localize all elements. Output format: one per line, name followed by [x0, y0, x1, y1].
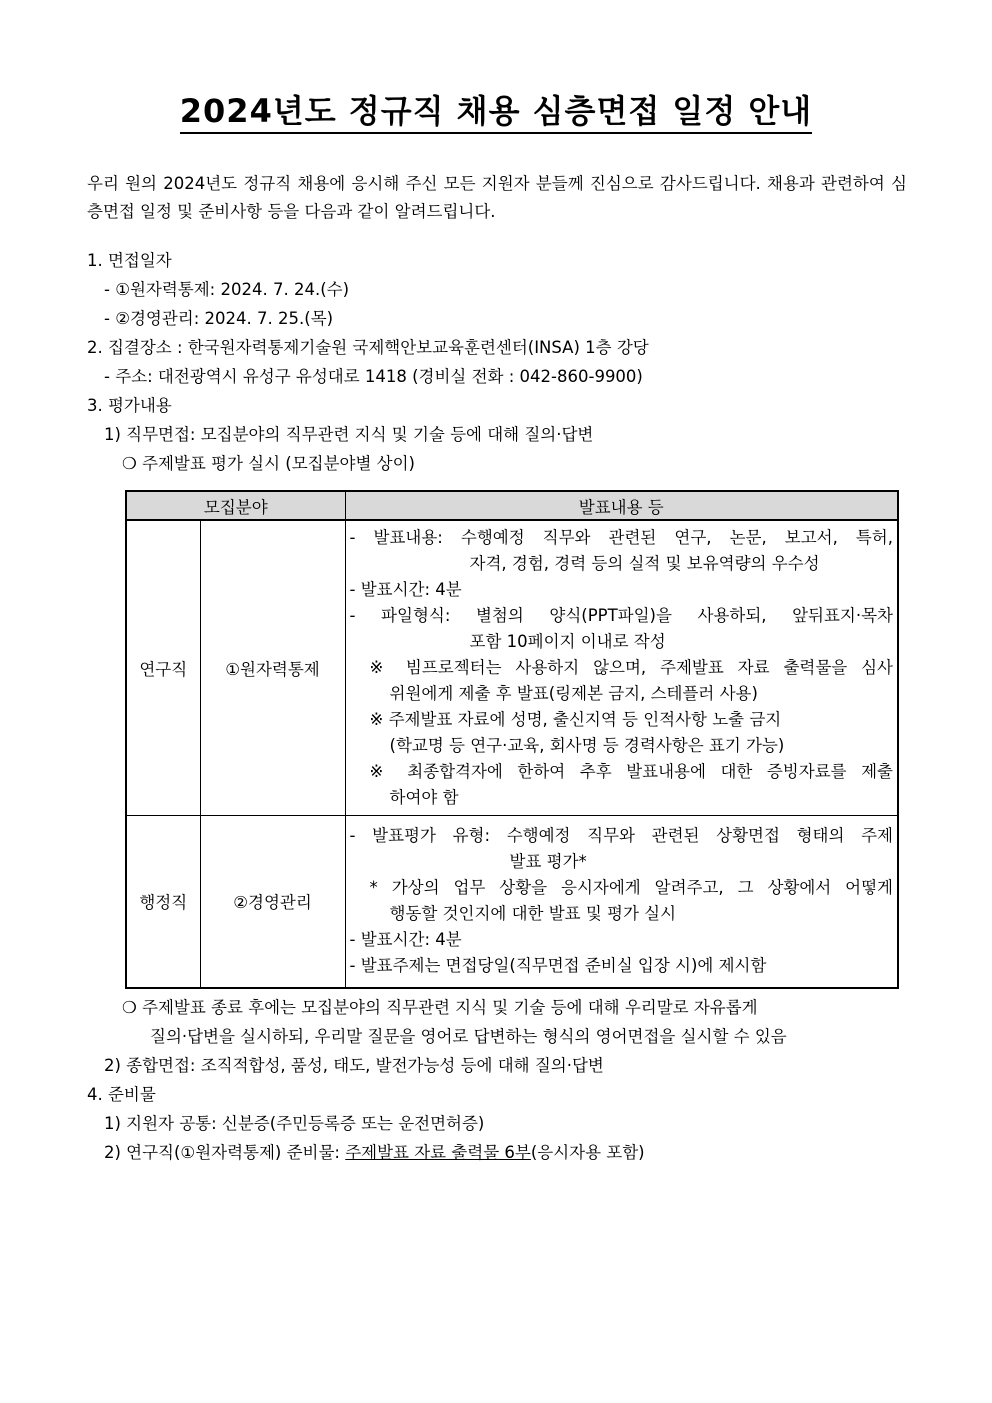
common-preparation: 1) 지원자 공통: 신분증(주민등록증 또는 운전면허증)	[104, 1114, 485, 1133]
row-category: 연구직	[126, 520, 200, 816]
comprehensive-interview-desc: 2) 종합면접: 조직적합성, 품성, 태도, 발전가능성 등에 대해 질의·답변	[104, 1056, 604, 1075]
table-row	[126, 520, 898, 816]
interview-date-1: - ①원자력통제: 2024. 7. 24.(수)	[104, 280, 350, 299]
row-category: 행정직	[126, 816, 200, 988]
content-line: - 발표내용: 수행예정 직무와 관련된 연구, 논문, 보고서, 특허,	[349, 528, 893, 547]
content-line: ※ 빔프로젝터는 사용하지 않으며, 주제발표 자료 출력물을 심사	[369, 658, 893, 677]
interview-date-2: - ②경영관리: 2024. 7. 25.(목)	[104, 309, 334, 328]
research-preparation-highlight: 주제발표 자료 출력물 6부	[345, 1143, 531, 1162]
content-line: 자격, 경험, 경력 등의 실적 및 보유역량의 우수성	[469, 554, 820, 573]
section-3-heading: 3. 평가내용	[87, 396, 172, 415]
content-line: 행동할 것인지에 대한 발표 및 평가 실시	[389, 904, 677, 924]
section-2-heading: 2. 집결장소 : 한국원자력통제기술원 국제핵안보교육훈련센터(INSA) 1층 강당	[87, 338, 649, 357]
page-title-text: 2024년도 정규직 채용 심층면접 일정 안내	[180, 92, 812, 134]
intro-paragraph: 우리 원의 2024년도 정규직 채용에 응시해 주신 모든 지원자 분들께 진심으로 감사드립니다. 채용과 관련하여 심층면접 일정 및 준비사항 등을 다음과 같이 알려드립니다.	[87, 174, 907, 221]
table-row	[126, 816, 898, 988]
row-field: ②경영관리	[200, 816, 345, 988]
venue-address: - 주소: 대전광역시 유성구 유성대로 1418 (경비실 전화 : 042-860-9900)	[104, 367, 643, 386]
header-field: 모집분야	[126, 491, 345, 520]
research-preparation-label: 2) 연구직(①원자력통제) 준비물:	[104, 1143, 346, 1162]
english-interview-note-1: ❍ 주제발표 종료 후에는 모집분야의 직무관련 지식 및 기술 등에 대해 우리말로 자유롭게	[122, 998, 758, 1017]
content-line: 포함 10페이지 이내로 작성	[469, 632, 666, 651]
content-line: 하여야 함	[389, 788, 459, 807]
section-4-heading: 4. 준비물	[87, 1085, 156, 1104]
english-interview-note-2: 질의·답변을 실시하되, 우리말 질문을 영어로 답변하는 형식의 영어면접을 실시할 수 있음	[150, 1027, 787, 1046]
content-line: - 발표시간: 4분	[349, 580, 462, 599]
content-line: - 발표시간: 4분	[349, 930, 462, 950]
research-preparation	[104, 1139, 645, 1167]
content-line: (학교명 등 연구·교육, 회사명 등 경력사항은 표기 가능)	[389, 736, 785, 755]
presentation-bullet: ❍ 주제발표 평가 실시 (모집분야별 상이)	[122, 454, 415, 473]
content-line: ※ 주제발표 자료에 성명, 출신지역 등 인적사항 노출 금지	[369, 710, 782, 729]
content-line: 위원에게 제출 후 발표(링제본 금지, 스테플러 사용)	[389, 684, 758, 703]
section-1-heading: 1. 면접일자	[87, 251, 172, 270]
content-line: - 파일형식: 별첨의 양식(PPT파일)을 사용하되, 앞뒤표지·목차	[349, 606, 893, 625]
page-title	[0, 86, 992, 132]
content-line: ※ 최종합격자에 한하여 추후 발표내용에 대한 증빙자료를 제출	[369, 762, 893, 781]
content-line: * 가상의 업무 상황을 응시자에게 알려주고, 그 상황에서 어떻게	[369, 878, 893, 898]
content-line: - 발표평가 유형: 수행예정 직무와 관련된 상황면접 형태의 주제	[349, 826, 893, 846]
job-interview-desc: 1) 직무면접: 모집분야의 직무관련 지식 및 기술 등에 대해 질의·답변	[104, 425, 594, 444]
content-line: - 발표주제는 면접당일(직무면접 준비실 입장 시)에 제시함	[349, 956, 767, 976]
row-content	[345, 816, 898, 988]
presentation-table	[125, 490, 899, 989]
header-content: 발표내용 등	[345, 491, 898, 520]
row-content	[345, 520, 898, 816]
table-header-row	[126, 491, 898, 520]
research-preparation-note: (응시자용 포함)	[530, 1143, 645, 1162]
row-field: ①원자력통제	[200, 520, 345, 816]
content-line: 발표 평가*	[509, 852, 587, 872]
